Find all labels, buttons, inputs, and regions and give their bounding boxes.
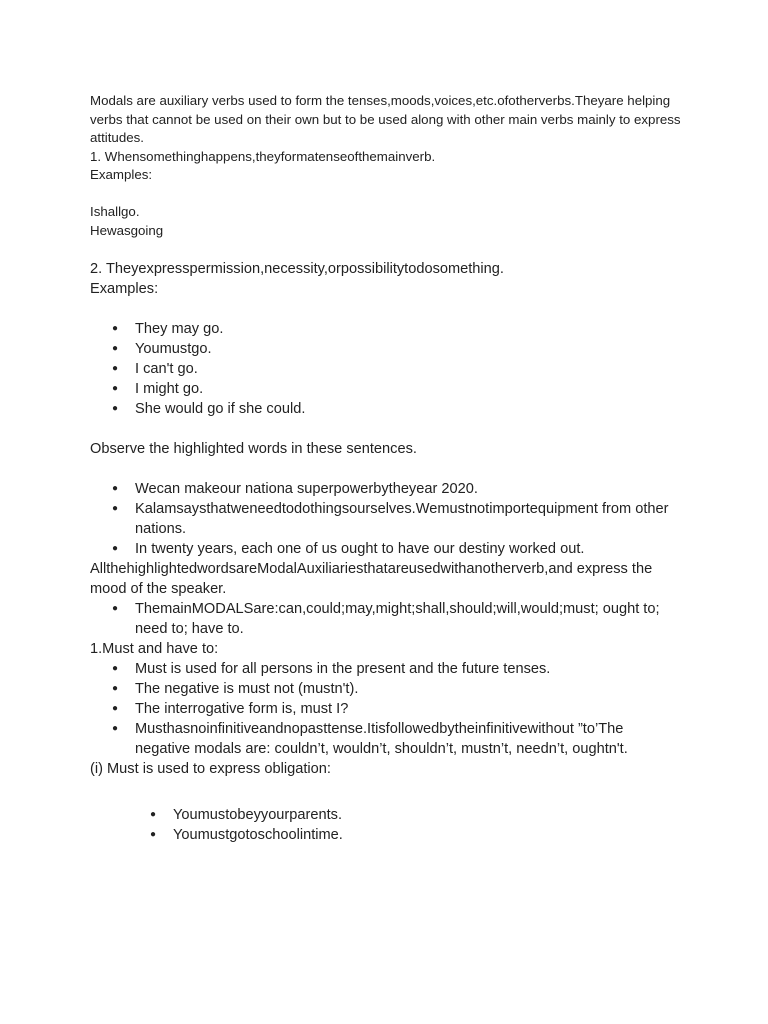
list-item: ● Kalamsaysthatweneedtodothingsourselves.Wemustnotimportequipment from other nations. <box>90 499 670 539</box>
observe-list <box>90 479 670 559</box>
example-1: Ishallgo. <box>90 204 140 219</box>
list-item: ● They may go. <box>90 319 690 339</box>
list-item: ● Wecan makeour nationa superpowerbytheyear 2020. <box>90 479 670 499</box>
list-item: ● Youmustgotoschoolintime. <box>90 825 690 845</box>
examples-label-1: Examples: <box>90 167 153 182</box>
list-item: ● I can't go. <box>90 359 690 379</box>
summary-paragraph: AllthehighlightedwordsareModalAuxiliariesthatareusedwithanotherverb,and express the mood of the speaker. <box>90 561 653 597</box>
must-heading: 1.Must and have to: <box>90 641 219 657</box>
list-item: ● ThemainMODALSare:can,could;may,might;shall,should;will,would;must; ought to; need to; have to. <box>90 599 670 639</box>
list-item: ● The interrogative form is, must I? <box>90 699 670 719</box>
list-item: ● She would go if she could. <box>90 399 690 419</box>
obligation-text: (i) Must is used to express obligation: <box>90 761 331 777</box>
example-2: Hewasgoing <box>90 222 164 238</box>
point-2-heading: 2. Theyexpresspermission,necessity,orpossibilitytodosomething. <box>90 261 504 277</box>
examples-list-2 <box>90 319 690 419</box>
must-list <box>90 659 670 759</box>
list-item: ● Must is used for all persons in the present and the future tenses. <box>90 659 670 679</box>
modals-list <box>90 599 670 639</box>
examples-label-2: Examples: <box>90 281 159 297</box>
point-1: 1. Whensomethinghappens,theyformatenseofthemainverb. <box>90 148 436 164</box>
list-item: ● I might go. <box>90 379 690 399</box>
list-item: ● The negative is must not (mustn't). <box>90 679 670 699</box>
list-item: ● Youmustobeyyourparents. <box>90 805 690 825</box>
list-item: ● In twenty years, each one of us ought to have our destiny worked out. <box>90 539 670 559</box>
list-item: ● Youmustgo. <box>90 339 690 359</box>
obligation-list <box>90 805 690 845</box>
intro-paragraph: Modals are auxiliary verbs used to form the tenses,moods,voices,etc.ofotherverbs.Theyare helping verbs that cannot be used on their own but to be used along with other main verbs mainly to express attitudes. <box>90 93 681 145</box>
observe-text: Observe the highlighted words in these sentences. <box>90 441 417 457</box>
list-item: ● Musthasnoinfinitiveandnopasttense.Itisfollowedbytheinfinitivewithout ”to’The negative modals are: couldn’t, wouldn’t, shouldn’t, mustn’t, needn’t, oughtn't. <box>90 719 670 759</box>
